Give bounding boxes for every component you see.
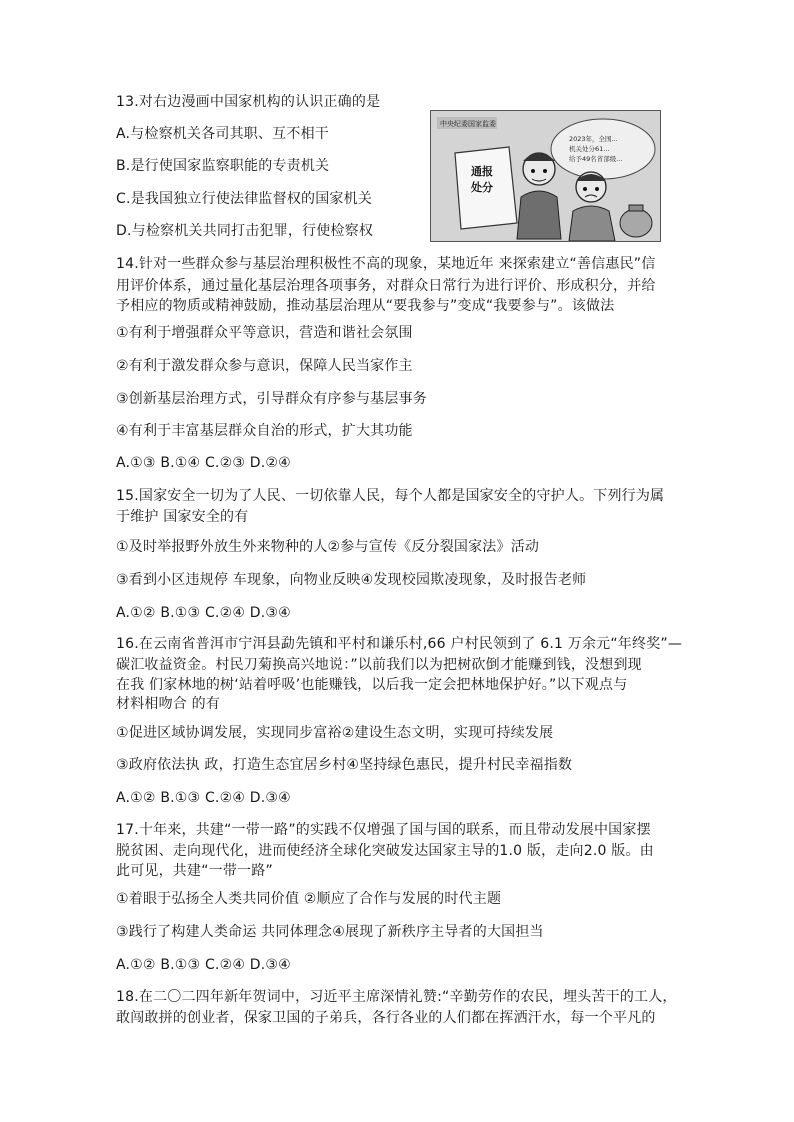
cartoon-banner: 中央纪委国家监委	[440, 120, 496, 128]
q15-item-1: ①及时举报野外放生外来物种的人②参与宣传《反分裂国家法》活动	[116, 539, 540, 555]
cartoon-illustration	[431, 111, 660, 241]
q13-option-d: D.与检察机关共同打击犯罪，行使检察权	[116, 223, 374, 239]
q15-item-2: ③看到小区违规停 车现象，向物业反映④发现校园欺凌现象，及时报告老师	[116, 572, 587, 588]
q13-stem: 13.对右边漫画中国家机构的认识正确的是	[116, 94, 381, 110]
q17-stem-line-3: 此可见，共建“一带一路”	[116, 863, 273, 879]
q14-stem-line-1: 14.针对一些群众参与基层治理积极性不高的现象，某地近年 来探索建立“善信惠民”信	[116, 256, 656, 272]
q17-item-2: ③践行了构建人类命运 共同体理念④展现了新秩序主导者的大国担当	[116, 924, 544, 940]
q14-item-3: ③创新基层治理方式，引导群众有序参与基层事务	[116, 391, 427, 407]
cartoon-paper-line2: 处分	[471, 181, 493, 194]
q15-stem-line-1: 15.国家安全一切为了人民、一切依靠人民，每个人都是国家安全的守护人。下列行为属	[116, 488, 665, 504]
q13-option-a: A.与检察机关各司其职、互不相干	[116, 126, 329, 142]
q17-stem-line-1: 17.十年来，共建“一带一路”的实践不仅增强了国与国的联系，而且带动发展中国家摆	[116, 822, 651, 838]
svg-text:给予49名省部级...: 给予49名省部级...	[569, 155, 623, 163]
q14-stem-line-3: 予相应的物质或精神鼓励，推动基层治理从“要我参与”变成“我要参与”。该做法	[116, 298, 615, 314]
q14-stem-line-2: 用评价体系，通过量化基层治理各项事务，对群众日常行为进行评价、形成积分，并给	[116, 278, 656, 294]
q15-choices: A.①② B.①③ C.②④ D.③④	[116, 605, 291, 621]
q14-item-4: ④有利于丰富基层群众自治的形式，扩大其功能	[116, 423, 413, 439]
q18-stem-line-1: 18.在二〇二四年新年贺词中，习近平主席深情礼赞:“辛勤劳作的农民，埋头苦干的工人，	[116, 989, 677, 1005]
q16-stem-line-4: 材料相吻合 的有	[116, 696, 221, 712]
q16-item-1: ①促进区域协调发展，实现同步富裕②建设生态文明，实现可持续发展	[116, 725, 554, 741]
q16-item-2: ③政府依法执 政，打造生态宜居乡村④坚持绿色惠民，提升村民幸福指数	[116, 757, 573, 773]
q18-stem-line-2: 敢闯敢拼的创业者，保家卫国的子弟兵，各行各业的人们都在挥洒汗水，每一个平凡的	[116, 1010, 656, 1026]
q14-choices: A.①③ B.①④ C.②③ D.②④	[116, 455, 291, 471]
q14-item-1: ①有利于增强群众平等意识，营造和谐社会氛围	[116, 325, 413, 341]
q17-item-1: ①着眼于弘扬全人类共同价值 ②顺应了合作与发展的时代主题	[116, 891, 502, 907]
q17-choices: A.①② B.①③ C.②④ D.③④	[116, 957, 291, 973]
q17-stem-line-2: 脱贫困、走向现代化，进而使经济全球化突破发达国家主导的1.0 版，走向2.0 版。由	[116, 843, 654, 859]
cartoon-paper-line1: 通报	[471, 165, 493, 178]
cartoon-image	[430, 110, 661, 242]
q16-stem-line-2: 碳汇收益资金。村民刀菊换高兴地说：”以前我们以为把树砍倒才能赚到钱，没想到现	[116, 657, 642, 673]
q16-stem-line-3: 在我 们家林地的树‘站着呼吸’也能赚钱，以后我一定会把林地保护好。”以下观点与	[116, 677, 628, 693]
svg-text:机关处分61...: 机关处分61...	[569, 145, 610, 153]
q16-stem-line-1: 16.在云南省普洱市宁洱县勐先镇和平村和谦乐村,66 户村民领到了 6.1 万余元“年终奖”—	[116, 636, 683, 652]
q16-choices: A.①② B.①③ C.②④ D.③④	[116, 790, 291, 806]
q13-option-c: C.是我国独立行使法律监督权的国家机关	[116, 191, 373, 207]
svg-text:2023年，全国...: 2023年，全国...	[569, 135, 618, 143]
q15-stem-line-2: 于维护 国家安全的有	[116, 509, 249, 525]
q13-option-b: B.是行使国家监察职能的专责机关	[116, 158, 330, 174]
q14-item-2: ②有利于激发群众参与意识，保障人民当家作主	[116, 358, 413, 374]
